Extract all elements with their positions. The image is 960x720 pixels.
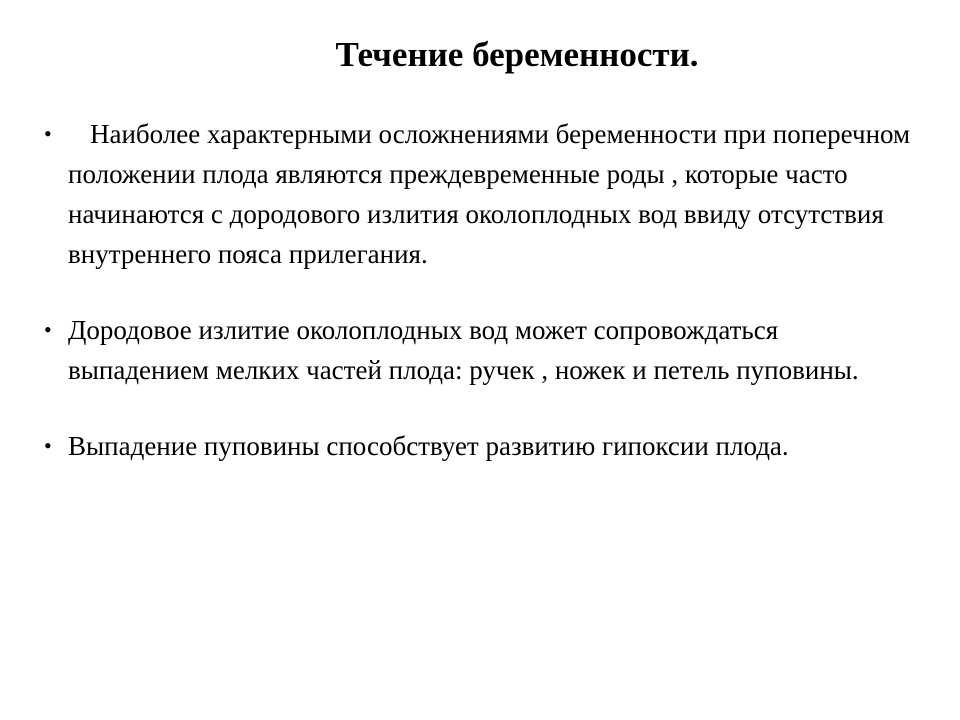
bullet-item — [44, 310, 924, 390]
bullet-text: Дородовое излитие околоплодных вод может сопровождаться выпадением мелких частей плода: ручек , ножек и петель пуповины. — [68, 315, 859, 385]
bullet-item — [44, 426, 924, 466]
bullet-list — [44, 114, 924, 466]
bullet-item — [44, 114, 924, 274]
bullet-text: Наиболее характерными осложнениями беременности при поперечном положении плода являются преждевременные роды , которые часто начинаются с дородового излития околоплодных вод ввиду отсутствия внутреннего пояса прилегания. — [68, 119, 911, 269]
bullet-icon: • — [44, 317, 52, 342]
bullet-icon: • — [44, 433, 52, 458]
slide-title: Течение беременности. — [335, 35, 699, 74]
bullet-icon: • — [44, 121, 52, 146]
bullet-text: Выпадение пуповины способствует развитию гипоксии плода. — [68, 431, 789, 461]
